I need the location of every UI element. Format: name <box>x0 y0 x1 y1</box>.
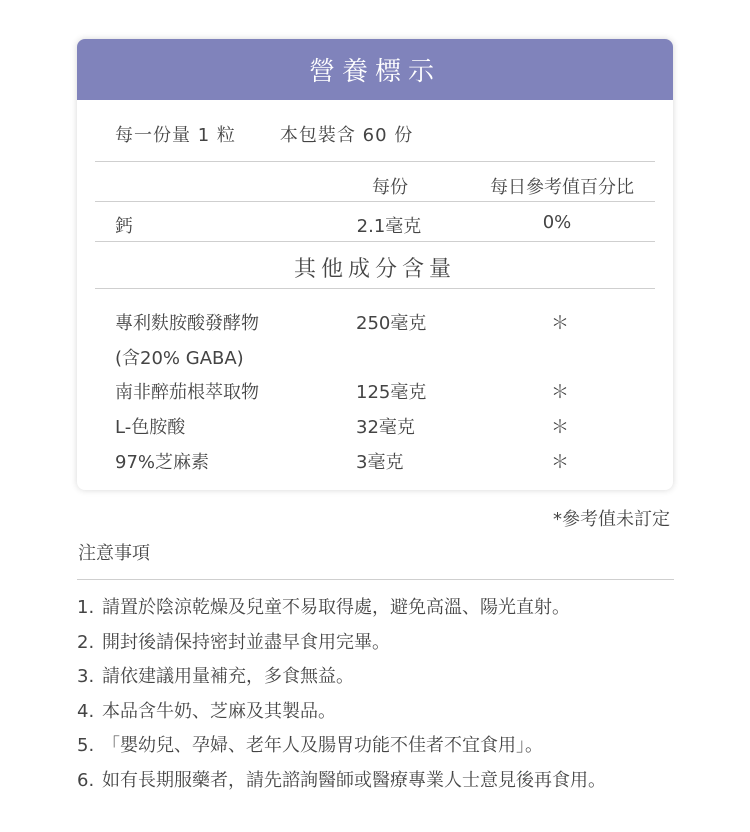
column-header-per-serving: 每份 <box>372 177 408 198</box>
list-item-text: 開封後請保持密封並盡早食用完畢。 <box>102 631 390 653</box>
ingredient-dv-asterisk: ＊ <box>551 313 569 334</box>
list-item <box>77 699 606 734</box>
list-item <box>77 768 606 803</box>
column-header-daily-value: 每日參考值百分比 <box>490 177 634 198</box>
list-item-number: 5. <box>77 735 95 757</box>
ingredient-dv-asterisk: ＊ <box>551 417 569 438</box>
ingredient-amount: 250毫克 <box>356 313 427 334</box>
nutrient-dv-calcium: 0% <box>542 212 572 233</box>
list-item-text: 「嬰幼兒、孕婦、老年人及腸胃功能不佳者不宜食用」。 <box>102 735 543 757</box>
serving-info <box>115 121 413 147</box>
nutrition-facts-header <box>77 39 673 100</box>
list-item-number: 3. <box>77 666 95 688</box>
ingredient-amount: 3毫克 <box>356 452 404 473</box>
list-item <box>77 595 606 630</box>
divider <box>95 241 655 242</box>
notes-title: 注意事項 <box>78 543 150 564</box>
ingredient-note: (含20% GABA) <box>115 348 244 369</box>
list-item <box>77 733 606 768</box>
list-item <box>77 630 606 665</box>
ingredient-dv-asterisk: ＊ <box>551 382 569 403</box>
ingredient-name: L-色胺酸 <box>115 417 186 438</box>
ingredient-name: 南非醉茄根萃取物 <box>115 382 259 403</box>
divider <box>95 288 655 289</box>
nutrition-facts-card <box>77 39 673 490</box>
divider <box>95 201 655 202</box>
nutrient-name-calcium: 鈣 <box>115 216 133 237</box>
serving-size: 每一份量 1 粒 <box>115 125 236 146</box>
ingredient-dv-asterisk: ＊ <box>551 452 569 473</box>
list-item-text: 請置於陰涼乾燥及兒童不易取得處，避免高溫、陽光直射。 <box>102 597 570 618</box>
ingredient-name: 專利麩胺酸發酵物 <box>115 313 259 334</box>
nutrient-amount-calcium: 2.1毫克 <box>356 216 422 237</box>
list-item-number: 4. <box>77 700 95 722</box>
other-ingredients-title: 其他成分含量 <box>293 257 456 282</box>
list-item-number: 2. <box>77 631 95 653</box>
divider <box>95 161 655 162</box>
list-item-number: 6. <box>77 769 95 791</box>
servings-per-package: 本包裝含 60 份 <box>279 125 414 146</box>
footnote: *參考值未訂定 <box>553 509 670 530</box>
notes-list <box>77 595 606 803</box>
divider <box>77 579 674 580</box>
list-item-text: 本品含牛奶、芝麻及其製品。 <box>102 700 336 722</box>
list-item-number: 1. <box>77 597 95 618</box>
list-item-text: 如有長期服藥者，請先諮詢醫師或醫療專業人士意見後再食用。 <box>102 769 606 791</box>
nutrition-facts-title: 營養標示 <box>308 57 441 87</box>
ingredient-name: 97%芝麻素 <box>115 452 210 473</box>
list-item-text: 請依建議用量補充，多食無益。 <box>102 666 354 688</box>
ingredient-amount: 32毫克 <box>356 417 415 438</box>
list-item <box>77 664 606 699</box>
ingredient-amount: 125毫克 <box>356 382 427 403</box>
